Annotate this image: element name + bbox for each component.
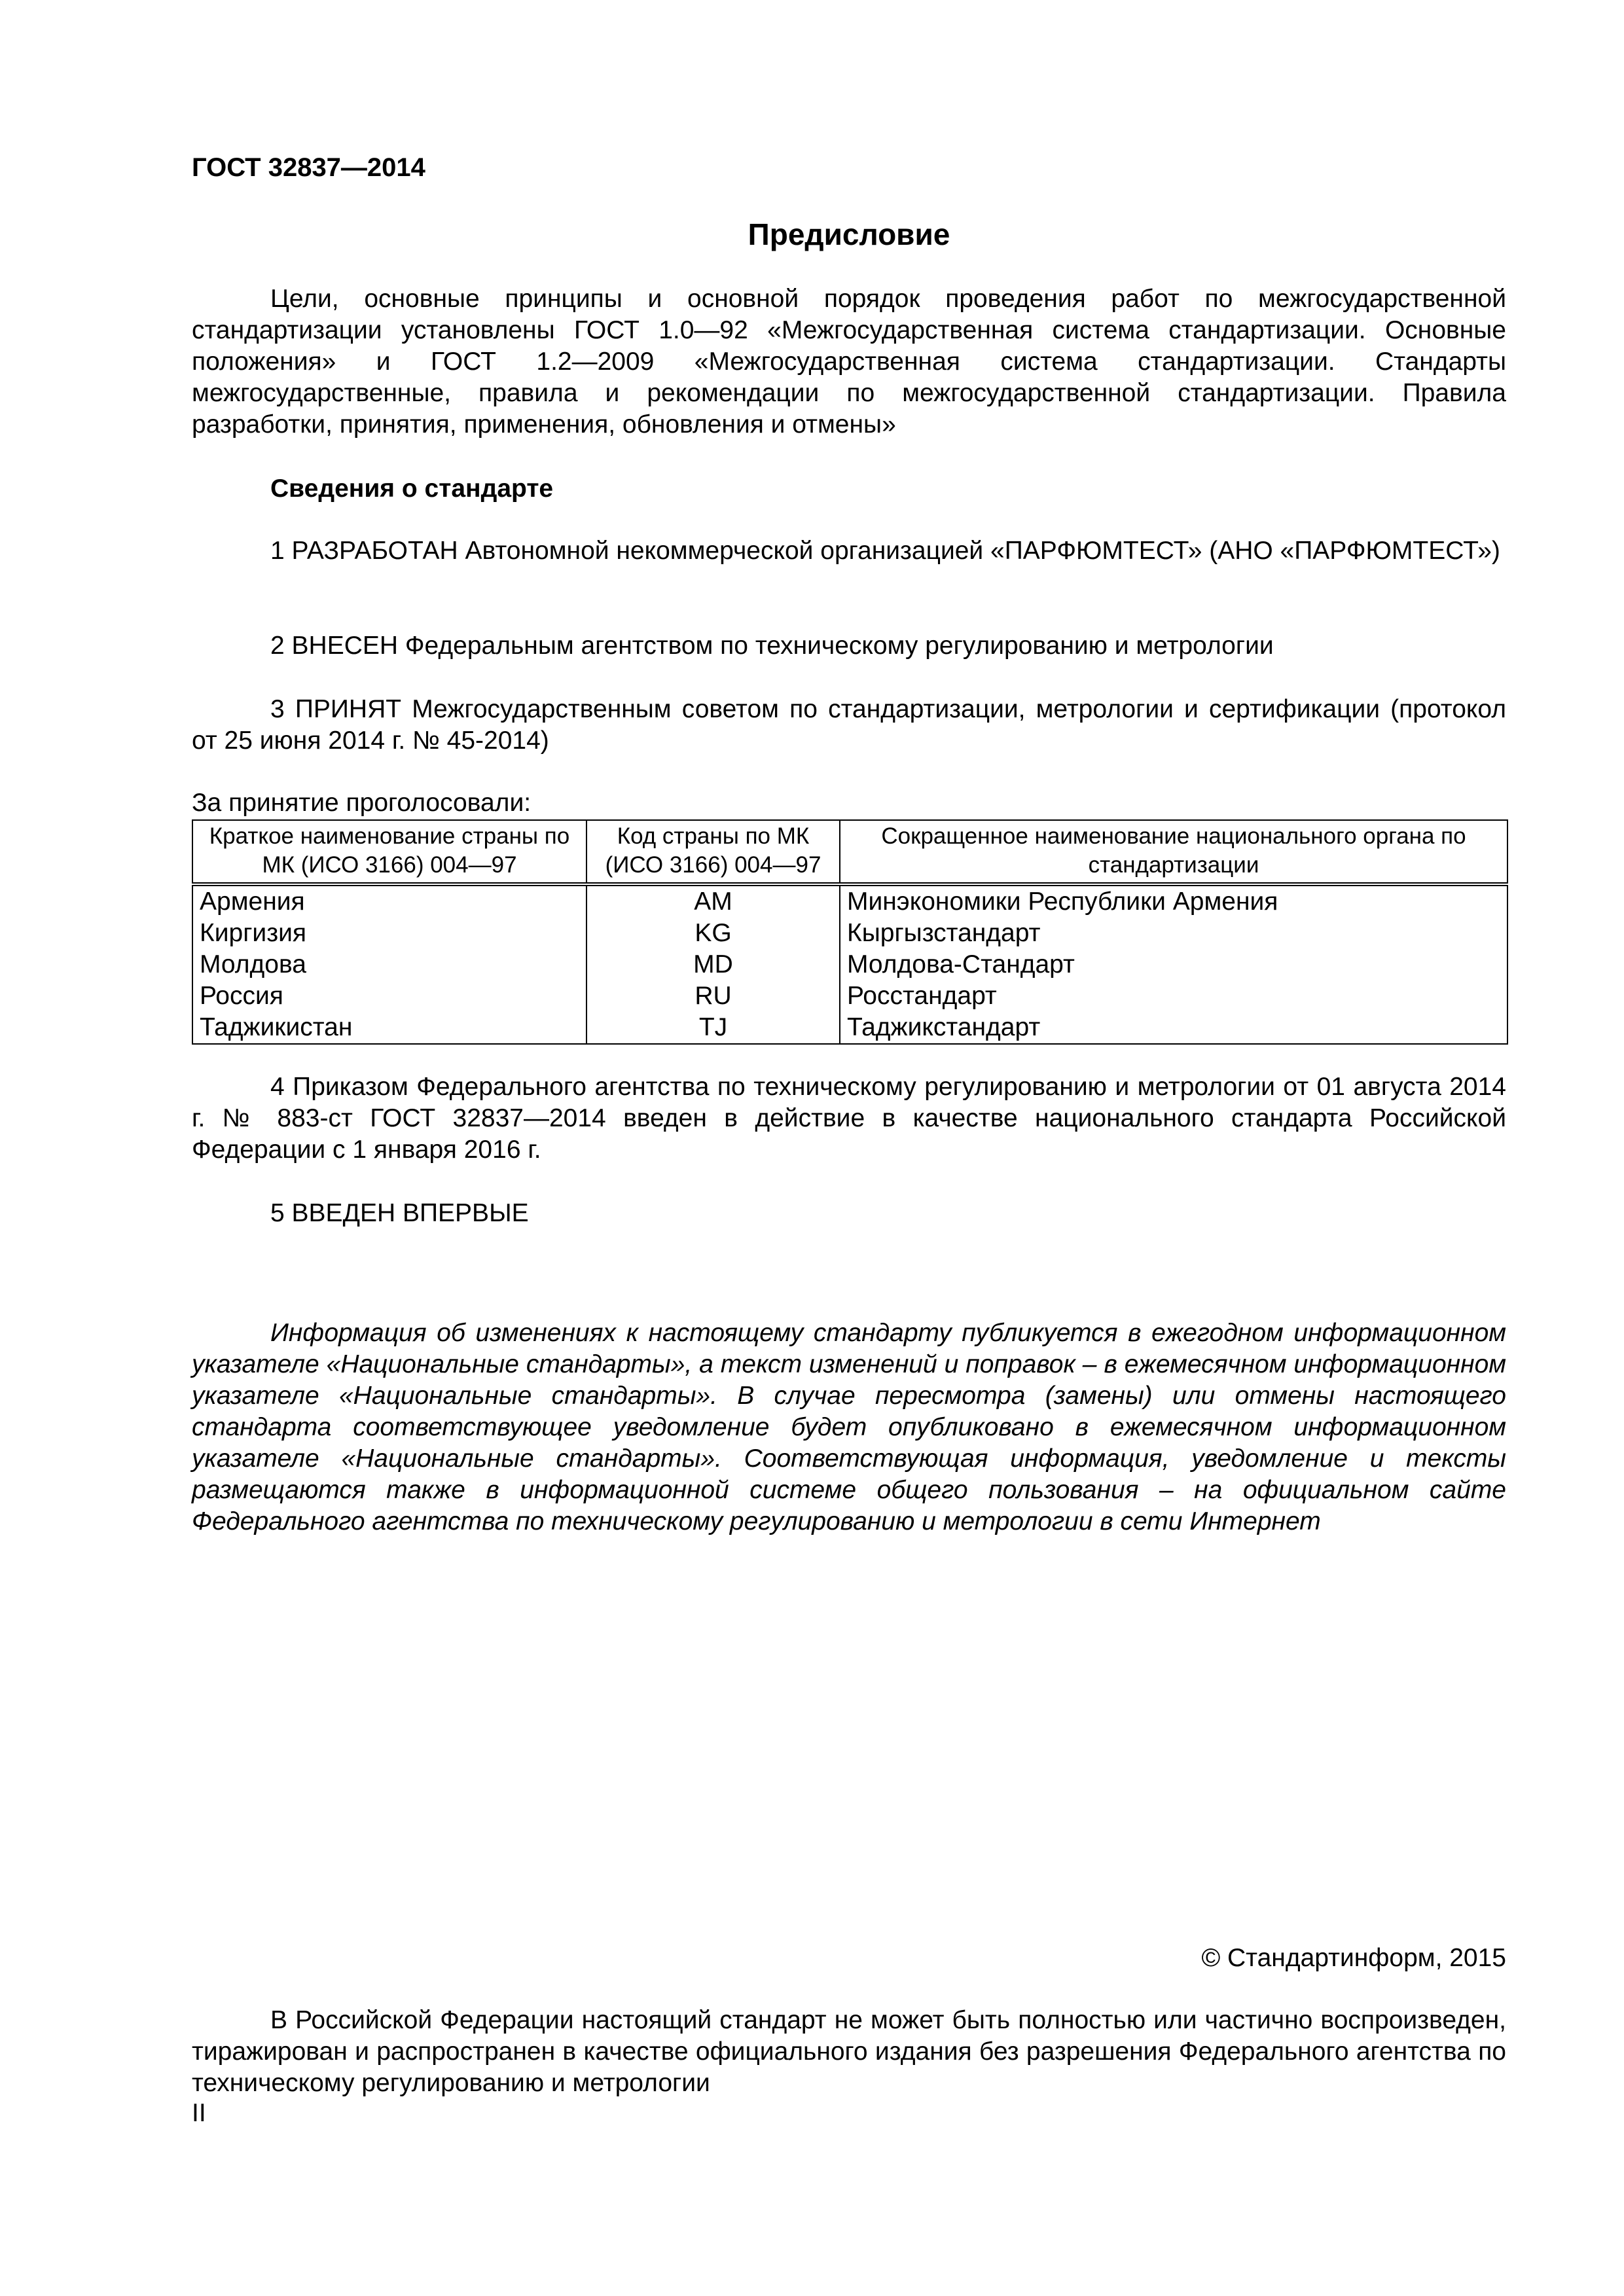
table-row bbox=[192, 980, 1507, 1012]
item-adopted: 3 ПРИНЯТ Межгосударственным советом по стандартизации, метрологии и сертификации (протокол от 25 июня 2014 г. № 45-2014) bbox=[192, 695, 1506, 755]
national-body-cell: Таджикстандарт bbox=[840, 1012, 1507, 1044]
national-body-cell: Молдова-Стандарт bbox=[840, 949, 1507, 980]
national-body-cell: Минэкономики Республики Армения bbox=[840, 884, 1507, 918]
country-cell: Россия bbox=[192, 980, 586, 1012]
country-cell: Молдова bbox=[192, 949, 586, 980]
country-cell: Таджикистан bbox=[192, 1012, 586, 1044]
page-number: II bbox=[192, 2099, 206, 2127]
table-row bbox=[192, 949, 1507, 980]
code-cell: KG bbox=[586, 918, 840, 949]
intro-paragraph: Цели, основные принципы и основной порядок проведения работ по межгосударственной стандартизации установлены ГОСТ 1.0—92 «Межгосударственная система стандартизации. Основные положения» и ГОСТ 1.2—2009 «Межгосударственная система стандартизации. Стандарты межгосударственные, правила и рекомендации по межгосударственной стандартизации. Правила разработки, принятия, применения, обновления и отмены» bbox=[192, 285, 1506, 439]
header-code: Код страны по МК (ИСО 3166) 004—97 bbox=[586, 820, 840, 884]
table-row bbox=[192, 1012, 1507, 1044]
code-cell: AM bbox=[586, 884, 840, 918]
amendments-info-notice: Информация об изменениях к настоящему стандарту публикуется в ежегодном информационном указателе «Национальные стандарты», а текст изменений и поправок – в ежемесячном информационном указателе «Национальные стандарты». В случае пересмотра (замены) или отмены настоящего стандарта соответствующее уведомление будет опубликовано в ежемесячном информационном указателе «Национальные стандарты». Соответствующая информация, уведомление и тексты размещаются также в информационной системе общего пользования – на официальном сайте Федерального агентства по техническому регулированию и метрологии в сети Интернет bbox=[192, 1319, 1506, 1535]
table-row bbox=[192, 918, 1507, 949]
votes-table-header-row bbox=[192, 820, 1507, 884]
page-title: Предисловие bbox=[748, 217, 950, 251]
copyright-notice: © Стандартинформ, 2015 bbox=[1201, 1944, 1506, 1972]
item-developed: 1 РАЗРАБОТАН Автономной некоммерческой организацией «ПАРФЮМТЕСТ» (АНО «ПАРФЮМТЕСТ») bbox=[270, 537, 1500, 565]
country-cell: Киргизия bbox=[192, 918, 586, 949]
code-cell: MD bbox=[586, 949, 840, 980]
code-cell: RU bbox=[586, 980, 840, 1012]
national-body-cell: Кыргызстандарт bbox=[840, 918, 1507, 949]
votes-table bbox=[192, 819, 1508, 1045]
national-body-cell: Росстандарт bbox=[840, 980, 1507, 1012]
votes-caption: За принятие проголосовали: bbox=[192, 789, 532, 817]
table-row bbox=[192, 884, 1507, 918]
reproduction-notice: В Российской Федерации настоящий стандарт не может быть полностью или частично воспроизведен, тиражирован и распространен в качестве официального издания без разрешения Федерального агентства по техническому регулированию и метрологии bbox=[192, 2006, 1506, 2097]
item-first-introduced: 5 ВВЕДЕН ВПЕРВЫЕ bbox=[270, 1199, 529, 1227]
document-id-header: ГОСТ 32837—2014 bbox=[192, 153, 425, 182]
header-national-body: Сокращенное наименование национального органа по стандартизации bbox=[840, 820, 1507, 884]
item-submitted: 2 ВНЕСЕН Федеральным агентством по техническому регулированию и метрологии bbox=[270, 632, 1274, 660]
section-heading: Сведения о стандарте bbox=[270, 475, 554, 503]
header-country: Краткое наименование страны по МК (ИСО 3166) 004—97 bbox=[192, 820, 586, 884]
item-enacted: 4 Приказом Федерального агентства по техническому регулированию и метрологии от 01 августа 2014 г. № 883-ст ГОСТ 32837—2014 введен в действие в качестве национального стандарта Российской Федерации с 1 января 2016 г. bbox=[192, 1073, 1506, 1164]
country-cell: Армения bbox=[192, 884, 586, 918]
code-cell: TJ bbox=[586, 1012, 840, 1044]
